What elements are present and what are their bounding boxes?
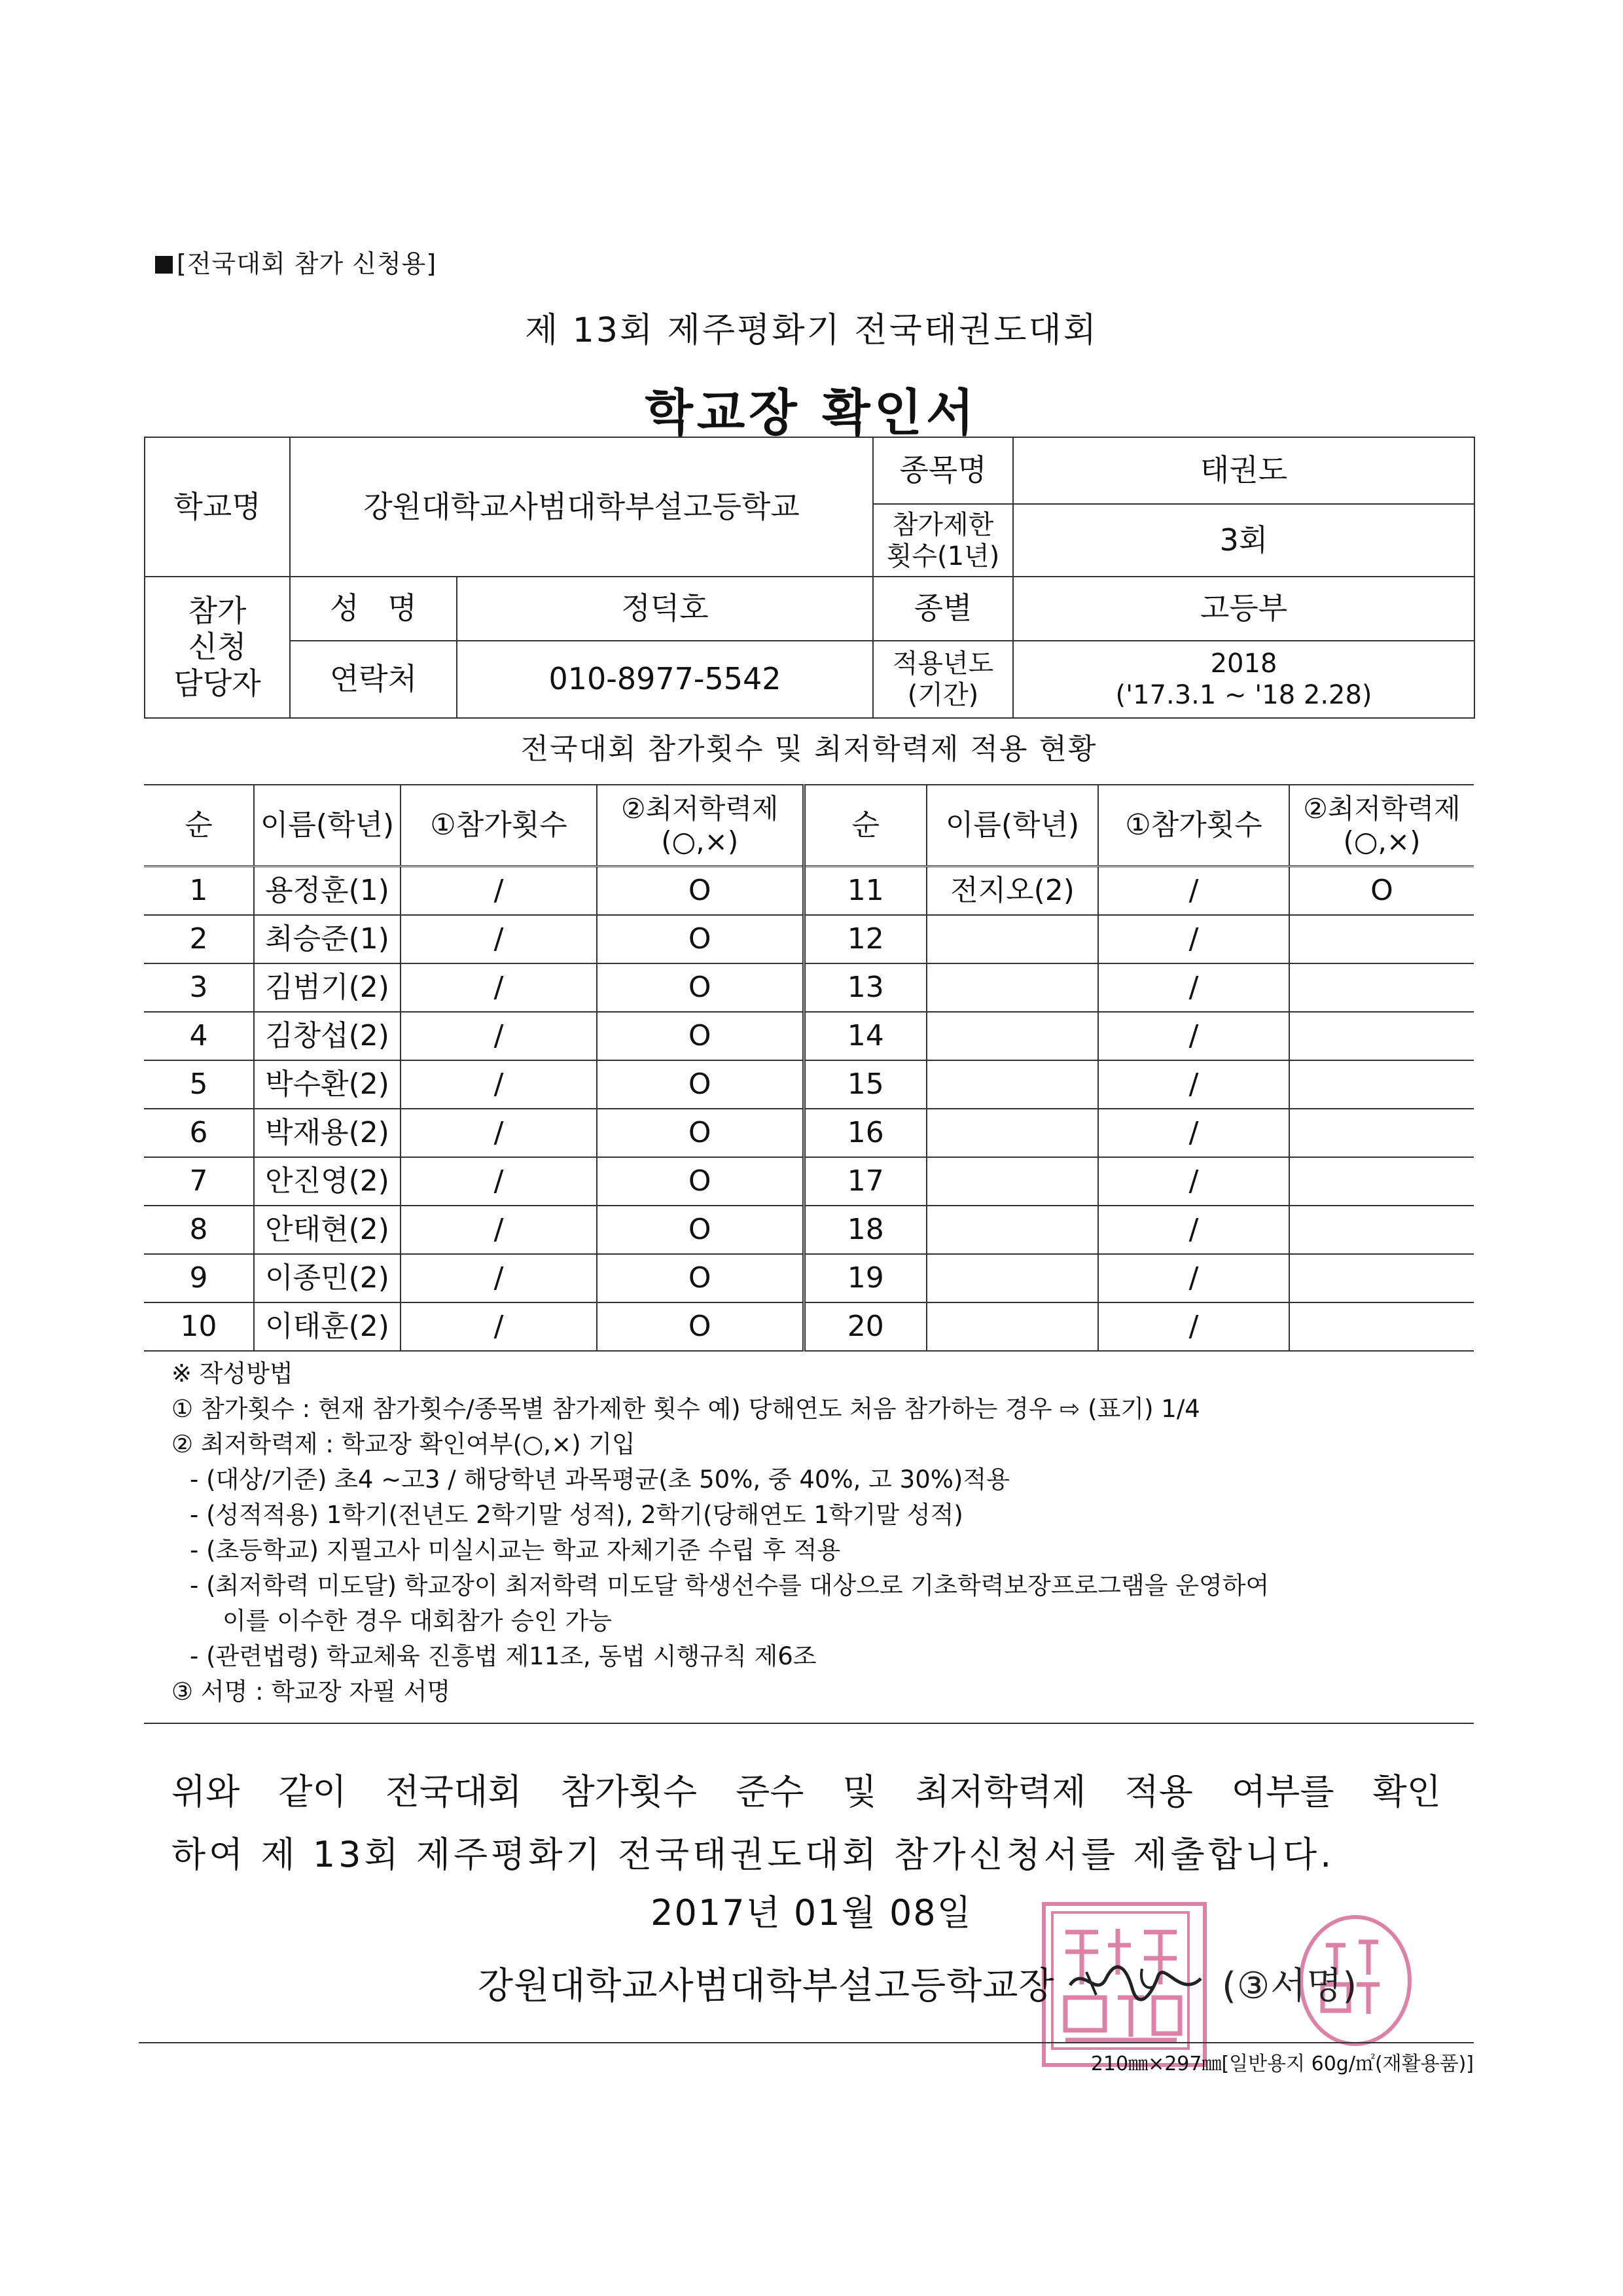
cell-name (927, 1254, 1098, 1302)
note-academic-minimum: ② 최저학력제 : 학교장 확인여부(○,×) 기입 (171, 1430, 635, 1458)
type-label: 종별 (873, 577, 1013, 641)
cell-count: / (401, 1012, 597, 1060)
cell-academic: O (597, 915, 804, 963)
cell-no: 19 (804, 1254, 927, 1302)
cell-count: / (401, 1302, 597, 1351)
year-label: 적용년도 (기간) (873, 641, 1013, 718)
statement-word: 여부를 (1232, 1771, 1334, 1812)
footer-divider (139, 2042, 1474, 2043)
sport-label: 종목명 (873, 437, 1013, 504)
cell-no: 5 (144, 1060, 254, 1109)
cell-no: 18 (804, 1206, 927, 1254)
table-row (144, 963, 1474, 1012)
signer-school: 강원대학교사범대학부설고등학교장 (478, 1965, 1055, 2007)
cell-name (927, 1157, 1098, 1206)
statement-word: 최저학력제 (915, 1771, 1086, 1812)
school-name-label: 학교명 (145, 437, 290, 577)
col-count-right: ①참가횟수 (1098, 785, 1289, 867)
table-row (144, 915, 1474, 963)
cell-no: 12 (804, 915, 927, 963)
cell-count: / (1098, 1254, 1289, 1302)
cell-no: 10 (144, 1302, 254, 1351)
col-academic-right: ②최저학력제 (○,×) (1289, 785, 1474, 867)
cell-count: / (1098, 1206, 1289, 1254)
cell-name (927, 1060, 1098, 1109)
cell-academic (1289, 1012, 1474, 1060)
cell-academic: O (597, 1012, 804, 1060)
note-signature: ③ 서명 : 학교장 자필 서명 (171, 1677, 451, 1706)
cell-no: 4 (144, 1012, 254, 1060)
cell-count: / (401, 1254, 597, 1302)
note-related-law: - (관련법령) 학교체육 진흥법 제11조, 동법 시행규칙 제6조 (190, 1642, 817, 1670)
handwritten-signature (1067, 1959, 1204, 2005)
signature-mark: (③서명) (1222, 1965, 1358, 2007)
statement-word: 참가횟수 (560, 1771, 698, 1812)
cell-no: 14 (804, 1012, 927, 1060)
table-row (144, 1302, 1474, 1351)
cell-academic: O (597, 963, 804, 1012)
cell-academic (1289, 1206, 1474, 1254)
statement-line-2: 하여 제 13회 제주평화기 전국태권도대회 참가신청서를 제출합니다. (171, 1834, 1335, 1875)
cell-count: / (1098, 1157, 1289, 1206)
contact-label: 연락처 (290, 641, 457, 718)
statement-word: 및 (842, 1771, 877, 1812)
manager-label: 참가 신청 담당자 (145, 577, 290, 718)
cell-count: / (1098, 1060, 1289, 1109)
cell-academic: O (597, 1157, 804, 1206)
manager-name-label: 성 명 (290, 577, 457, 641)
cell-name: 전지오(2) (927, 867, 1098, 916)
cell-count: / (401, 1060, 597, 1109)
cell-name: 이종민(2) (254, 1254, 401, 1302)
school-name-value: 강원대학교사범대학부설고등학교 (290, 437, 873, 577)
statement-word: 적용 (1124, 1771, 1193, 1812)
cell-name (927, 915, 1098, 963)
cell-academic (1289, 1060, 1474, 1109)
cell-name (927, 1109, 1098, 1157)
cell-academic (1289, 963, 1474, 1012)
contact-value: 010-8977-5542 (457, 641, 873, 718)
submission-date: 2017년 01월 08일 (651, 1892, 972, 1933)
cell-no: 9 (144, 1254, 254, 1302)
cell-name (927, 1302, 1098, 1351)
cell-name (927, 1206, 1098, 1254)
cell-no: 20 (804, 1302, 927, 1351)
confirmation-statement (171, 1761, 1441, 1886)
cell-academic (1289, 1109, 1474, 1157)
cell-academic: O (597, 1302, 804, 1351)
cell-no: 11 (804, 867, 927, 916)
form-category (155, 243, 437, 279)
cell-count: / (1098, 1302, 1289, 1351)
participants-table (144, 784, 1474, 1352)
paper-spec-footer: 210㎜×297㎜[일반용지 60g/㎡(재활용품)] (1090, 2053, 1474, 2075)
table-row (144, 1012, 1474, 1060)
cell-no: 16 (804, 1109, 927, 1157)
statement-word: 전국대회 (385, 1771, 522, 1812)
cell-count: / (401, 915, 597, 963)
col-count-left: ①참가횟수 (401, 785, 597, 867)
table-row (144, 1254, 1474, 1302)
cell-academic (1289, 1157, 1474, 1206)
document-title: 학교장 확인서 (645, 384, 978, 442)
instructions-title: ※ 작성방법 (171, 1359, 293, 1388)
cell-count: / (1098, 915, 1289, 963)
cell-academic: O (597, 867, 804, 916)
limit-label: 참가제한 횟수(1년) (873, 504, 1013, 577)
cell-academic (1289, 915, 1474, 963)
cell-count: / (1098, 1012, 1289, 1060)
principal-signature-line (478, 1957, 1357, 2009)
note-target-criteria: - (대상/기준) 초4 ~고3 / 해당학년 과목평균(초 50%, 중 40%, 고 30%)적용 (190, 1465, 1010, 1494)
cell-name: 김범기(2) (254, 963, 401, 1012)
cell-name: 박수환(2) (254, 1060, 401, 1109)
note-below-minimum-cont: 이를 이수한 경우 대회참가 승인 가능 (223, 1607, 612, 1635)
limit-value: 3회 (1013, 504, 1474, 577)
instructions (171, 1356, 1474, 1710)
table-row (144, 1206, 1474, 1254)
note-below-minimum: - (최저학력 미도달) 학교장이 최저학력 미도달 학생선수를 대상으로 기초학력보장프로그램을 운영하여 (190, 1571, 1270, 1600)
cell-name: 김창섭(2) (254, 1012, 401, 1060)
cell-name: 안진영(2) (254, 1157, 401, 1206)
cell-academic (1289, 1254, 1474, 1302)
cell-academic: O (597, 1254, 804, 1302)
cell-name: 이태훈(2) (254, 1302, 401, 1351)
year-value: 2018 ('17.3.1 ~ '18 2.28) (1013, 641, 1474, 718)
form-category-text: [전국대회 참가 신청용] (177, 249, 437, 278)
square-bullet-icon (155, 256, 173, 274)
cell-academic: O (597, 1060, 804, 1109)
cell-academic: O (597, 1206, 804, 1254)
divider-line (144, 1723, 1474, 1724)
type-value: 고등부 (1013, 577, 1474, 641)
cell-name (927, 963, 1098, 1012)
cell-no: 7 (144, 1157, 254, 1206)
table-row (144, 1109, 1474, 1157)
statement-line-1 (171, 1761, 1441, 1823)
cell-count: / (401, 1157, 597, 1206)
cell-academic: O (1289, 867, 1474, 916)
cell-count: / (401, 1206, 597, 1254)
cell-count: / (1098, 1109, 1289, 1157)
cell-no: 2 (144, 915, 254, 963)
cell-count: / (1098, 963, 1289, 1012)
col-name-right: 이름(학년) (927, 785, 1098, 867)
participants-heading: 전국대회 참가횟수 및 최저학력제 적용 현황 (520, 732, 1097, 766)
col-no-left: 순 (144, 785, 254, 867)
col-academic-left: ②최저학력제 (○,×) (597, 785, 804, 867)
note-participation-count: ① 참가횟수 : 현재 참가횟수/종목별 참가제한 횟수 예) 당해연도 처음 참가하는 경우 ⇨ (표기) 1/4 (171, 1395, 1200, 1423)
cell-no: 8 (144, 1206, 254, 1254)
statement-word: 준수 (736, 1771, 804, 1812)
manager-name-value: 정덕호 (457, 577, 873, 641)
cell-academic: O (597, 1109, 804, 1157)
cell-no: 1 (144, 867, 254, 916)
statement-word: 확인 (1372, 1771, 1441, 1812)
note-elementary-school: - (초등학교) 지필고사 미실시교는 학교 자체기준 수립 후 적용 (190, 1536, 841, 1564)
cell-name: 최승준(1) (254, 915, 401, 963)
cell-no: 3 (144, 963, 254, 1012)
col-name-left: 이름(학년) (254, 785, 401, 867)
statement-word: 같이 (278, 1771, 347, 1812)
cell-no: 6 (144, 1109, 254, 1157)
cell-name: 용정훈(1) (254, 867, 401, 916)
school-info-table (144, 437, 1475, 719)
cell-academic (1289, 1302, 1474, 1351)
cell-no: 15 (804, 1060, 927, 1109)
cell-count: / (401, 867, 597, 916)
note-grade-application: - (성적적용) 1학기(전년도 2학기말 성적), 2학기(당해연도 1학기말 성적) (190, 1501, 963, 1529)
cell-name: 박재용(2) (254, 1109, 401, 1157)
col-no-right: 순 (804, 785, 927, 867)
cell-no: 13 (804, 963, 927, 1012)
cell-count: / (401, 1109, 597, 1157)
cell-no: 17 (804, 1157, 927, 1206)
statement-word: 위와 (171, 1771, 240, 1812)
cell-name: 안태현(2) (254, 1206, 401, 1254)
table-row (144, 1157, 1474, 1206)
cell-name (927, 1012, 1098, 1060)
sport-value: 태권도 (1013, 437, 1474, 504)
event-title: 제 13회 제주평화기 전국태권도대회 (524, 311, 1098, 350)
table-row (144, 1060, 1474, 1109)
table-row (144, 867, 1474, 916)
cell-count: / (1098, 867, 1289, 916)
cell-count: / (401, 963, 597, 1012)
